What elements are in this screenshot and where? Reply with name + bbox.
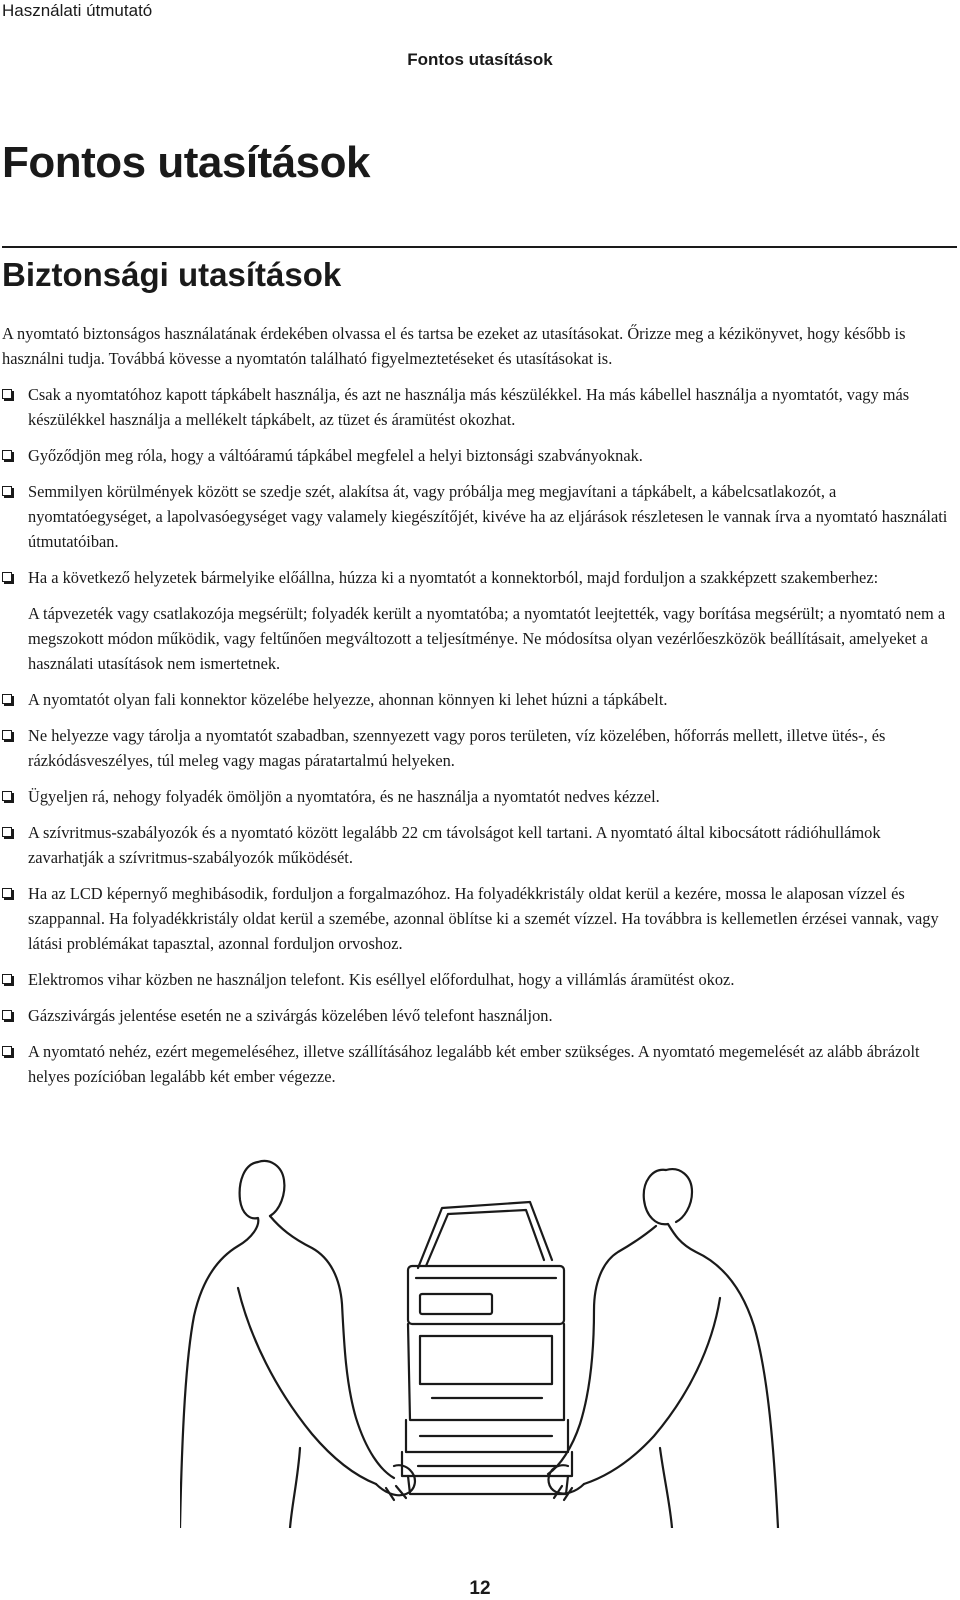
content: [0, 321, 957, 1100]
list-item-text: Csak a nyomtatóhoz kapott tápkábelt használja, és azt ne használja más készülékkel. Ha más kábellel használja a nyomtatót, vagy más készülékkel használja a mellékelt tápkábelt, az tüzet és áramütést okozhat.: [28, 385, 910, 429]
checkbox-bullet-icon: [2, 572, 12, 582]
list-item-text: Ügyeljen rá, nehogy folyadék ömöljön a nyomtatóra, és ne használja a nyomtatót nedves kézzel.: [28, 787, 660, 806]
title-rule: [2, 246, 957, 248]
list-item-text: Győződjön meg róla, hogy a váltóáramú tápkábel megfelel a helyi biztonsági szabványoknak.: [28, 446, 643, 465]
list-item-text: Semmilyen körülmények között se szedje szét, alakítsa át, vagy próbálja meg megjavítani a tápkábelt, a kábelcsatlakozót, a nyomtatóegységet, a lapolvasóegységet vagy valamely kiegészítőjét, kivéve ha az eljárások részletesen le vannak írva a nyomtató használati útmutatóiban.: [28, 482, 948, 551]
list-item: [0, 1003, 957, 1028]
checkbox-bullet-icon: [2, 486, 12, 496]
list-item-text: A nyomtatót olyan fali konnektor közelébe helyezze, ahonnan könnyen ki lehet húzni a tápkábelt.: [28, 690, 668, 709]
list-item: [0, 1039, 957, 1089]
list-item: [0, 784, 957, 809]
list-item-subparagraph: A tápvezeték vagy csatlakozója megsérült; folyadék került a nyomtatóba; a nyomtatót leejtették, vagy borítása megsérült; a nyomtató nem a megszokott módon működik, vagy feltűnően megváltozott a teljesítménye. Ne módosítsa olyan vezérlőeszközök beállításait, amelyeket a használati utasítások nem ismertetnek.: [28, 604, 946, 673]
list-item-text: A nyomtató nehéz, ezért megemeléséhez, illetve szállításához legalább két ember szükséges. A nyomtató megemelését az alább ábrázolt helyes pozícióban legalább két ember végezze.: [28, 1042, 920, 1086]
list-item: [0, 967, 957, 992]
right-person-figure: [548, 1169, 778, 1528]
checkbox-bullet-icon: [2, 827, 12, 837]
section-title: Biztonsági utasítások: [2, 256, 342, 293]
list-item-text: Ne helyezze vagy tárolja a nyomtatót szabadban, szennyezett vagy poros területen, víz közelében, hőforrás mellett, illetve ütés-, és rázkódásveszélyes, túl meleg vagy magas páratartalmú helyeken.: [28, 726, 886, 770]
two-person-lift-illustration: [180, 1148, 780, 1528]
list-item: [0, 723, 957, 773]
checkbox-bullet-icon: [2, 694, 12, 704]
checkbox-bullet-icon: [2, 450, 12, 460]
running-header: Használati útmutató: [2, 1, 153, 20]
list-item-text: Ha az LCD képernyő meghibásodik, forduljon a forgalmazóhoz. Ha folyadékkristály oldat kerül a kezére, mossa le alaposan vízzel és szappannal. Ha folyadékkristály oldat kerül a szemébe, azonnal öblítse ki a szemét vízzel. Ha továbbra is kellemetlen érzései vannak, vagy látási problémákat tapasztal, azonnal forduljon orvoshoz.: [28, 884, 939, 953]
page-number: 12: [469, 1578, 491, 1599]
list-item: [0, 565, 957, 676]
list-item: [0, 820, 957, 870]
checkbox-bullet-icon: [2, 730, 12, 740]
list-item-text: Gázszivárgás jelentése esetén ne a szivárgás közelében lévő telefont használjon.: [28, 1006, 553, 1025]
checkbox-bullet-icon: [2, 791, 12, 801]
printer-drawing: [402, 1202, 572, 1494]
section-header: Fontos utasítások: [407, 50, 553, 69]
checkbox-bullet-icon: [2, 974, 12, 984]
list-item: [0, 443, 957, 468]
safety-list: [0, 382, 957, 1089]
list-item-text: A szívritmus-szabályozók és a nyomtató között legalább 22 cm távolságot kell tartani. A nyomtató által kibocsátott rádióhullámok zavarhatják a szívritmus-szabályozók működését.: [28, 823, 881, 867]
list-item: [0, 479, 957, 554]
chapter-title: Fontos utasítások: [2, 138, 370, 187]
intro-paragraph: A nyomtató biztonságos használatának érdekében olvassa el és tartsa be ezeket az utasításokat. Őrizze meg a kézikönyvet, hogy később is használni tudja. Továbbá kövesse a nyomtatón található figyelmeztetéseket és utasításokat is.: [2, 324, 906, 368]
list-item: [0, 382, 957, 432]
checkbox-bullet-icon: [2, 1046, 12, 1056]
list-item-text: Ha a következő helyzetek bármelyike előállna, húzza ki a nyomtatót a konnektorból, majd forduljon a szakképzett szakemberhez:: [28, 568, 879, 587]
list-item: [0, 881, 957, 956]
checkbox-bullet-icon: [2, 888, 12, 898]
checkbox-bullet-icon: [2, 1010, 12, 1020]
left-person-figure: [180, 1161, 415, 1528]
list-item: [0, 687, 957, 712]
list-item-text: Elektromos vihar közben ne használjon telefont. Kis eséllyel előfordulhat, hogy a villámlás áramütést okoz.: [28, 970, 735, 989]
checkbox-bullet-icon: [2, 389, 12, 399]
